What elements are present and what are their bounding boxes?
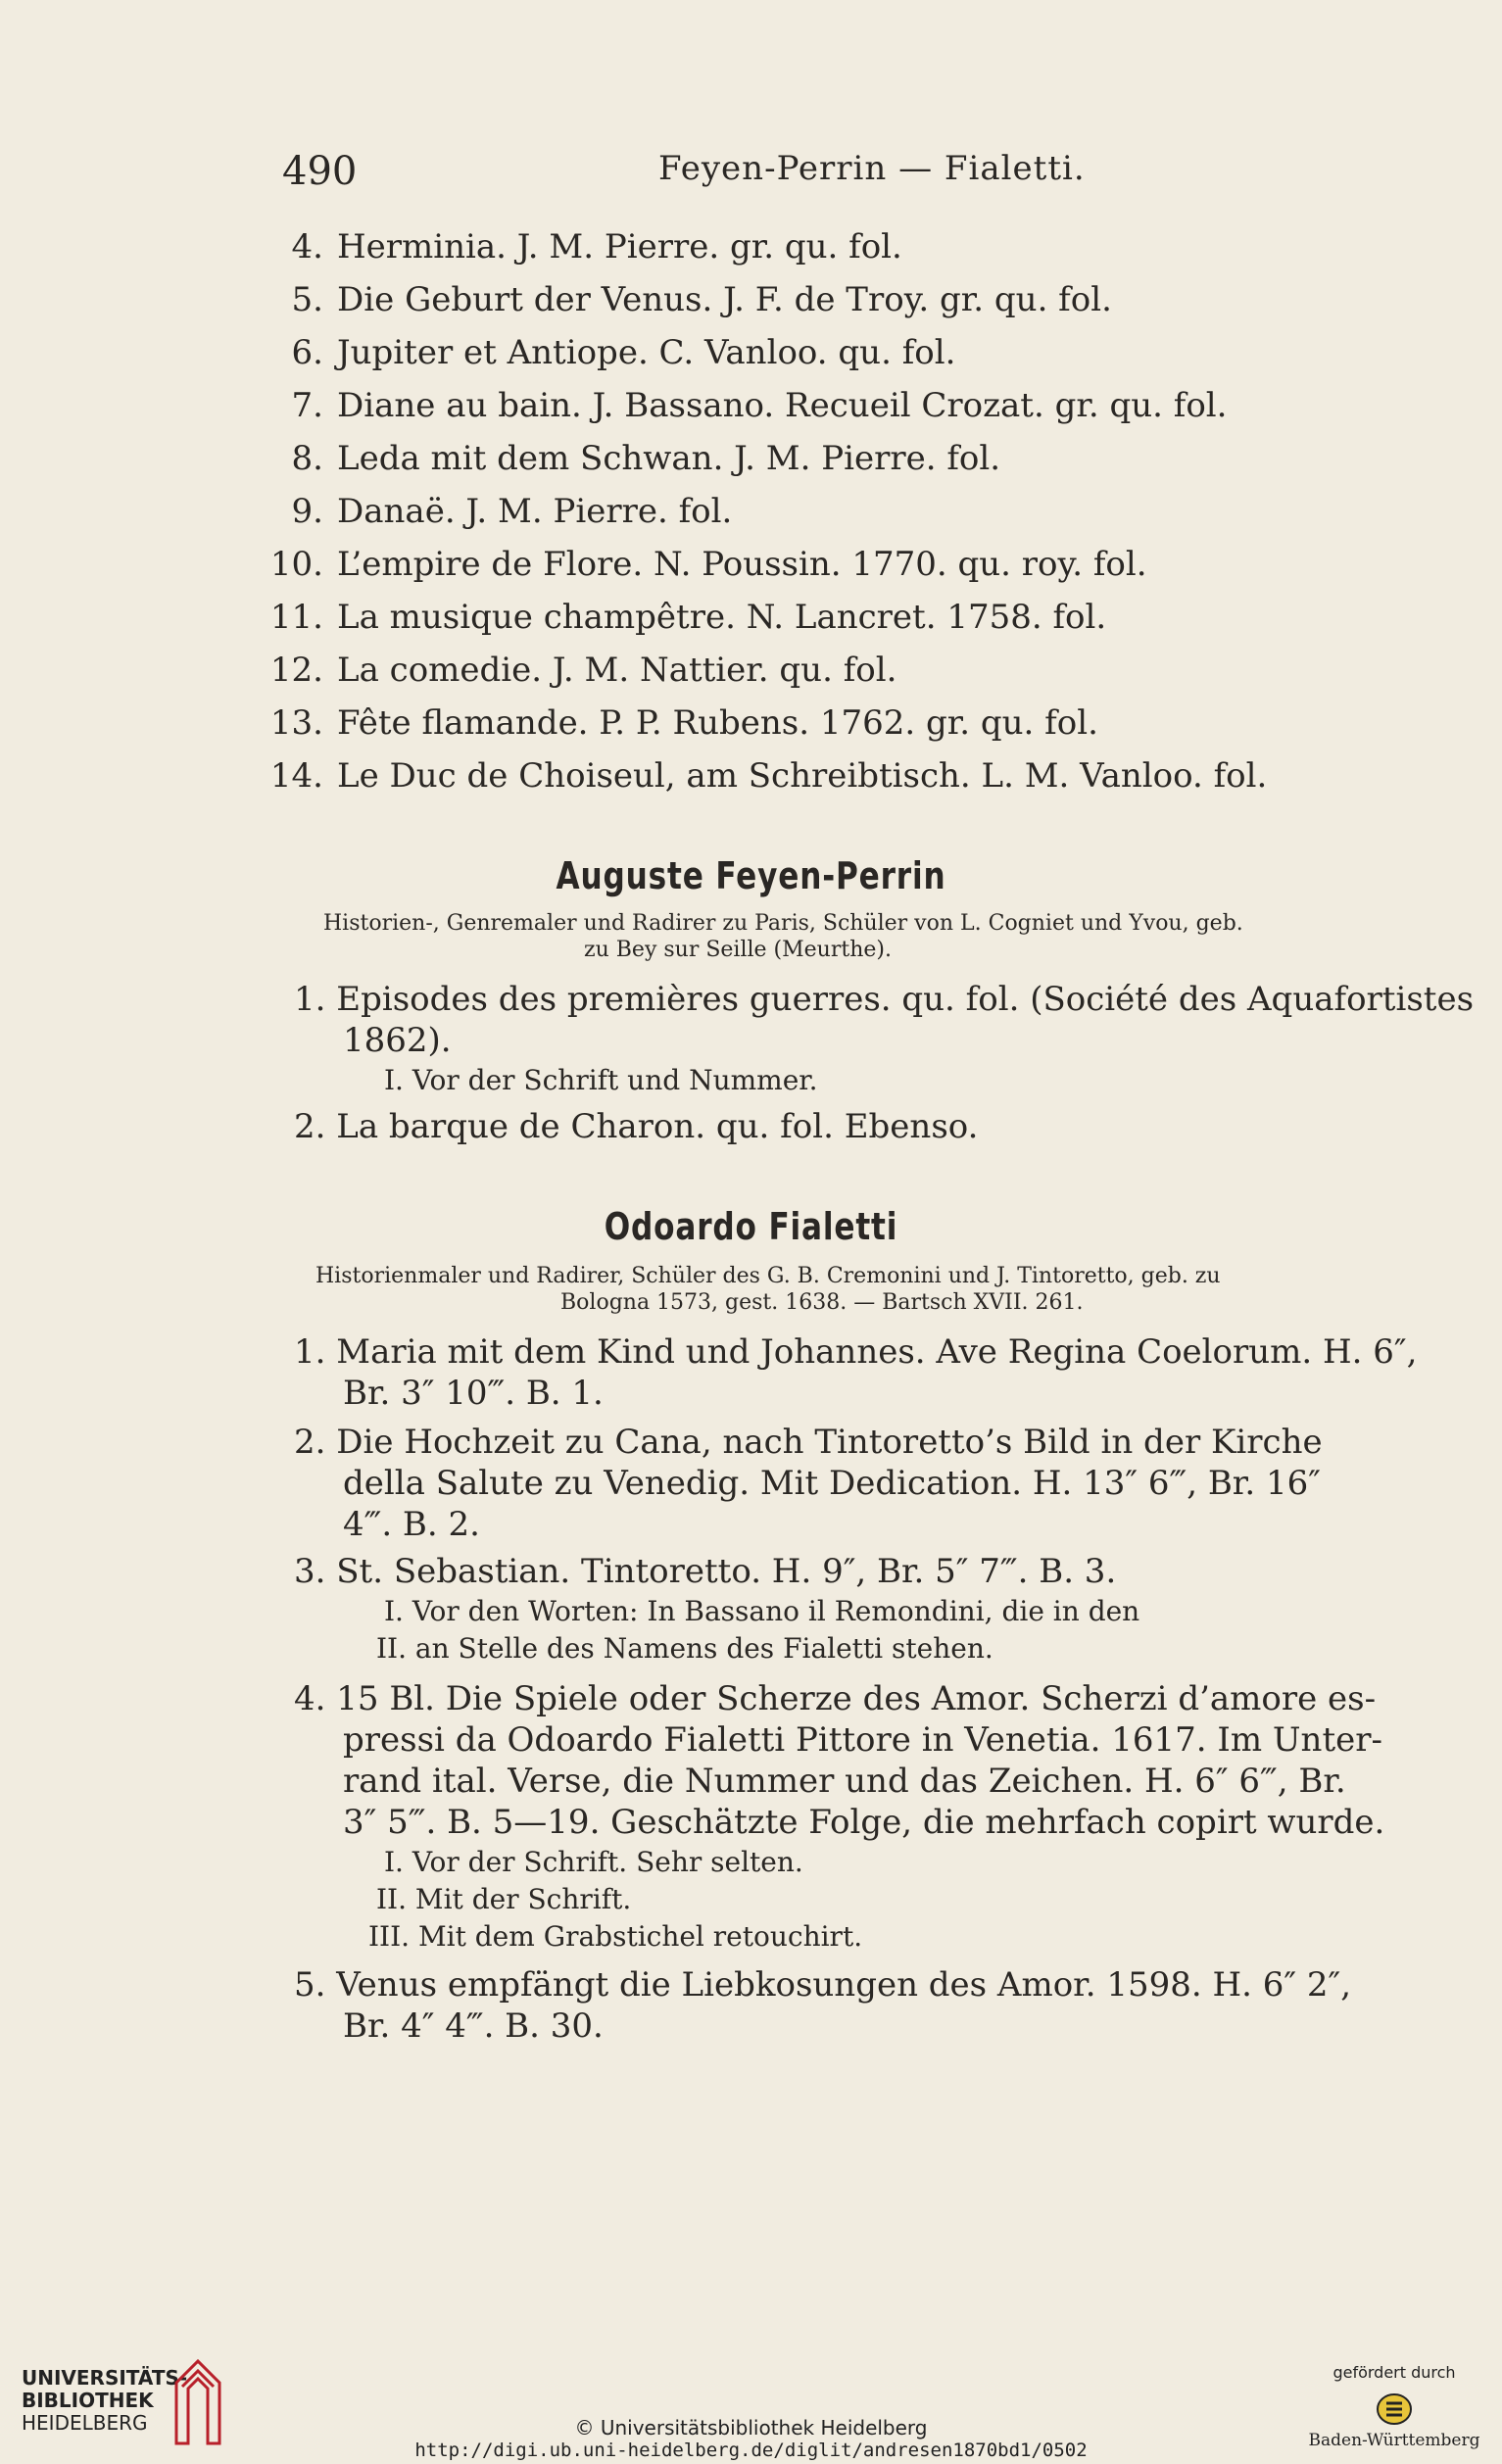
entry-item (253, 756, 1267, 796)
entry-text: Diane au bain. J. Bassano. Recueil Crozat. gr. qu. fol. (337, 386, 1228, 425)
entry-item: 4. 15 Bl. Die Spiele oder Scherze des Amor. Scherzi d’amore es- (294, 1679, 1377, 1718)
entry-item (253, 386, 1228, 425)
entry-number: 5. (291, 280, 323, 319)
running-title: Feyen-Perrin — Fialetti. (658, 149, 1086, 188)
entry-number: 4. (291, 227, 323, 266)
entry-item (253, 492, 732, 531)
source-url[interactable]: http://digi.ub.uni-heidelberg.de/diglit/andresen1870bd1/0502 (414, 2440, 1088, 2461)
entry-item: 2. Die Hochzeit zu Cana, nach Tintoretto’s Bild in der Kirche (294, 1423, 1323, 1462)
entry-item (253, 545, 1147, 584)
entry-text: Episodes des premières guerres. qu. fol. (Société des Aquafortistes (336, 980, 1475, 1019)
entry-continuation: 4‴. B. 2. (343, 1505, 480, 1544)
entry-number: 12. (269, 651, 323, 690)
state-coat-of-arms-icon (1375, 2390, 1414, 2429)
section-description-line: Historien-, Genremaler und Radirer zu Paris, Schüler von L. Cogniet und Yvou, geb. (323, 911, 1243, 936)
entry-text: La comedie. J. M. Nattier. qu. fol. (337, 651, 897, 690)
sponsor-block (1306, 2363, 1482, 2450)
entry-text: 15 Bl. Die Spiele oder Scherze des Amor. Scherzi d’amore es- (336, 1679, 1377, 1718)
entry-item (253, 598, 1106, 637)
entry-text: La barque de Charon. qu. fol. Ebenso. (336, 1107, 979, 1146)
entry-number: 8. (291, 439, 323, 478)
state-note: I. Vor den Worten: In Bassano il Remondini, die in den (384, 1595, 1140, 1627)
entry-number: 9. (291, 492, 323, 531)
entry-number: 11. (269, 598, 323, 637)
entry-text: Fête flamande. P. P. Rubens. 1762. gr. qu. fol. (337, 703, 1098, 743)
sponsor-name: Baden-Württemberg (1308, 2431, 1480, 2450)
copyright-notice: © Universitätsbibliothek Heidelberg (574, 2416, 928, 2440)
entry-text: Danaë. J. M. Pierre. fol. (337, 492, 733, 531)
entry-item (253, 439, 1000, 478)
entry-item (253, 227, 902, 266)
entry-number: 13. (269, 703, 323, 743)
logo-text-line: BIBLIOTHEK (22, 2389, 154, 2412)
entry-text: Herminia. J. M. Pierre. gr. qu. fol. (337, 227, 902, 266)
sponsor-label: gefördert durch (1332, 2363, 1456, 2382)
entry-text: Leda mit dem Schwan. J. M. Pierre. fol. (337, 439, 1001, 478)
section-description-line: Bologna 1573, gest. 1638. — Bartsch XVII. 261. (560, 1290, 1084, 1315)
entry-item (253, 703, 1098, 743)
logo-text-line: UNIVERSITÄTS- (22, 2366, 188, 2390)
state-note: II. an Stelle des Namens des Fialetti stehen. (376, 1632, 993, 1665)
entry-item: 2. La barque de Charon. qu. fol. Ebenso. (294, 1107, 979, 1146)
entry-number: 14. (269, 756, 323, 796)
state-note: III. Mit dem Grabstichel retouchirt. (368, 1920, 863, 1953)
entry-number: 10. (269, 545, 323, 584)
entry-text: Die Geburt der Venus. J. F. de Troy. gr. qu. fol. (337, 280, 1112, 319)
state-note: II. Mit der Schrift. (376, 1883, 632, 1915)
entry-text: L’empire de Flore. N. Poussin. 1770. qu. roy. fol. (337, 545, 1147, 584)
entry-text: Jupiter et Antiope. C. Vanloo. qu. fol. (337, 333, 956, 372)
page-number: 490 (282, 149, 358, 194)
entry-text: St. Sebastian. Tintoretto. H. 9″, Br. 5″ 7‴. B. 3. (336, 1552, 1117, 1591)
state-note: I. Vor der Schrift. Sehr selten. (384, 1846, 803, 1878)
section-title-feyen-perrin: Auguste Feyen-Perrin (556, 854, 946, 897)
entry-item (253, 333, 955, 372)
entry-item: 1. Maria mit dem Kind und Johannes. Ave Regina Coelorum. H. 6″, (294, 1332, 1418, 1372)
entry-item: 3. St. Sebastian. Tintoretto. H. 9″, Br. 5″ 7‴. B. 3. (294, 1552, 1117, 1591)
entry-continuation: pressi da Odoardo Fialetti Pittore in Venetia. 1617. Im Unter- (343, 1720, 1382, 1760)
entry-continuation: Br. 4″ 4‴. B. 30. (343, 2006, 604, 2046)
entry-item (253, 651, 896, 690)
entry-text: La musique champêtre. N. Lancret. 1758. fol. (337, 598, 1107, 637)
entry-number: 7. (291, 386, 323, 425)
section-description-line: Historienmaler und Radirer, Schüler des G. B. Cremonini und J. Tintoretto, geb. zu (315, 1264, 1221, 1288)
entry-continuation: rand ital. Verse, die Nummer und das Zeichen. H. 6″ 6‴, Br. (343, 1762, 1346, 1801)
entry-continuation: 3″ 5‴. B. 5—19. Geschätzte Folge, die mehrfach copirt wurde. (343, 1803, 1385, 1842)
section-title-fialetti: Odoardo Fialetti (604, 1205, 898, 1248)
entry-text: Le Duc de Choiseul, am Schreibtisch. L. M. Vanloo. fol. (337, 756, 1268, 796)
entry-continuation: 1862). (343, 1021, 452, 1060)
entry-item: 5. Venus empfängt die Liebkosungen des Amor. 1598. H. 6″ 2″, (294, 1965, 1352, 2005)
section-description-line: zu Bey sur Seille (Meurthe). (584, 938, 892, 962)
entry-number: 6. (291, 333, 323, 372)
entry-text: Maria mit dem Kind und Johannes. Ave Regina Coelorum. H. 6″, (336, 1332, 1418, 1372)
entry-text: Venus empfängt die Liebkosungen des Amor. 1598. H. 6″ 2″, (336, 1965, 1352, 2005)
entry-continuation: della Salute zu Venedig. Mit Dedication. H. 13″ 6‴, Br. 16″ (343, 1464, 1321, 1503)
entry-text: Die Hochzeit zu Cana, nach Tintoretto’s Bild in der Kirche (336, 1423, 1323, 1462)
entry-continuation: Br. 3″ 10‴. B. 1. (343, 1374, 604, 1413)
entry-item: 1. Episodes des premières guerres. qu. fol. (Société des Aquafortistes (294, 980, 1475, 1019)
logo-text-line: HEIDELBERG (22, 2411, 148, 2435)
entry-item (253, 280, 1112, 319)
state-note: I. Vor der Schrift und Nummer. (384, 1064, 818, 1096)
